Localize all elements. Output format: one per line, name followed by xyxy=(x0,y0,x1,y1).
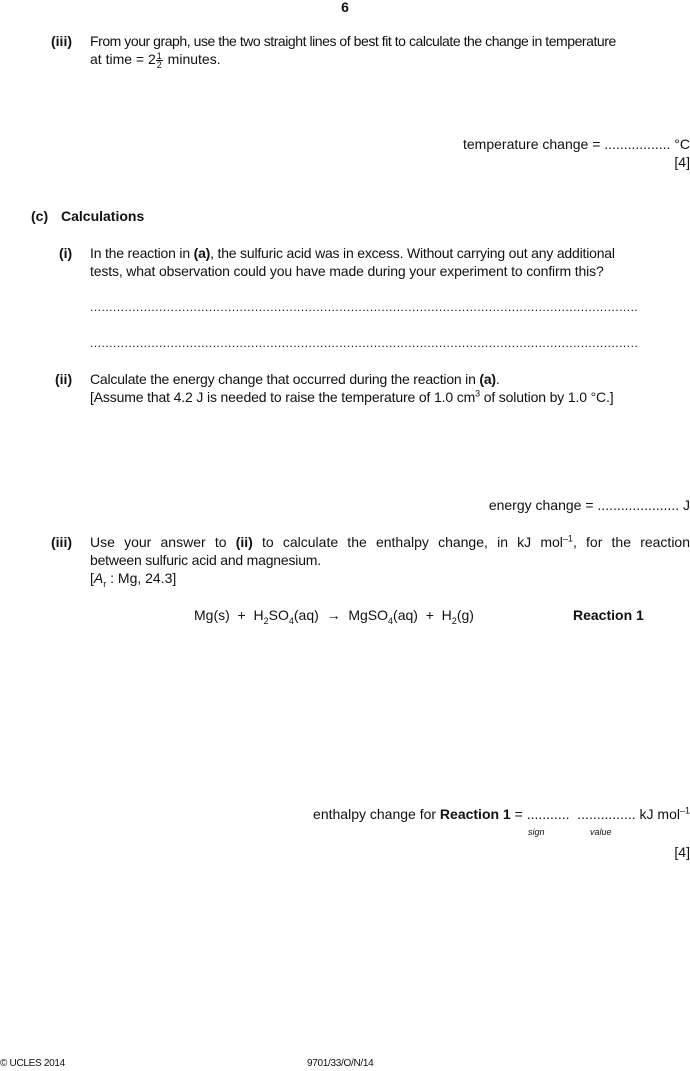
answer-label: temperature change = xyxy=(463,136,605,152)
subscript: 2 xyxy=(451,615,457,626)
question-text-part: . xyxy=(495,371,500,387)
question-text-part: [Assume that 4.2 J is needed to raise the temperature of 1.0 cm xyxy=(90,389,476,405)
value-dots[interactable]: ............... xyxy=(577,806,636,822)
question-text xyxy=(90,370,500,388)
question-label: (iii) xyxy=(51,33,72,49)
question-text xyxy=(90,244,690,262)
question-text xyxy=(90,533,690,551)
subscript-r: r xyxy=(103,578,107,589)
question-text-part: : Mg, 24.3] xyxy=(106,570,177,586)
answer-dots[interactable]: ..................... xyxy=(597,497,680,513)
answer-line-energy-change[interactable] xyxy=(489,496,690,514)
section-title: Calculations xyxy=(61,208,145,224)
answer-line-enthalpy-change[interactable] xyxy=(313,805,690,823)
question-label: (i) xyxy=(59,245,73,261)
part-reference: (a) xyxy=(479,371,496,387)
equation-part: SO xyxy=(268,607,289,623)
subscript: 4 xyxy=(288,615,294,626)
answer-line[interactable]: ............................................................................................................................................... xyxy=(90,336,639,350)
superscript: 3 xyxy=(475,388,480,399)
question-text: From your graph, use the two straight lines of best fit to calculate the change in temperature xyxy=(90,33,616,49)
question-text-part: to calculate the enthalpy change, in kJ mol xyxy=(252,534,563,550)
question-text-part: In the reaction in xyxy=(90,245,194,261)
question-text: between sulfuric acid and magnesium. xyxy=(90,552,321,568)
question-label: (iii) xyxy=(51,534,72,550)
sign-dots[interactable]: ........... xyxy=(526,806,570,822)
chemical-equation xyxy=(194,606,474,624)
reaction-label: Reaction 1 xyxy=(573,607,644,623)
equation-part: (aq) → MgSO xyxy=(293,607,389,623)
equation-part: Mg(s) + H xyxy=(194,607,264,623)
answer-label: = xyxy=(510,806,527,822)
equation-part: (aq) + H xyxy=(393,607,452,623)
question-text-part: Calculate the energy change that occurred during the reaction in xyxy=(90,371,480,387)
superscript: –1 xyxy=(562,533,573,544)
question-label: (ii) xyxy=(55,371,73,387)
answer-line-temperature-change[interactable] xyxy=(463,135,690,153)
answer-unit: °C xyxy=(670,136,690,152)
footer-paper-code: 9701/33/O/N/14 xyxy=(307,1058,374,1069)
question-text-part: , the sulfuric acid was in excess. Without carrying out any additional xyxy=(210,245,615,261)
answer-dots[interactable]: ................. xyxy=(604,136,671,152)
answer-unit: kJ mol xyxy=(635,806,680,822)
question-text xyxy=(90,388,613,406)
part-reference: (a) xyxy=(193,245,211,261)
subscript: 4 xyxy=(388,615,394,626)
relative-atomic-mass xyxy=(90,569,176,587)
equation-part: (g) xyxy=(456,607,474,623)
question-text xyxy=(90,50,221,69)
answer-label: enthalpy change for xyxy=(313,806,440,822)
marks: [4] xyxy=(674,844,690,860)
answer-line[interactable]: ............................................................................................................................................... xyxy=(90,300,639,314)
question-text: tests, what observation could you have made during your experiment to confirm this? xyxy=(90,263,604,279)
section-label: (c) xyxy=(31,208,49,224)
question-text-part: minutes. xyxy=(163,51,221,67)
answer-label: energy change = xyxy=(488,497,598,513)
bracket-open: [ xyxy=(90,570,94,586)
question-text-part: at time = 2 xyxy=(90,51,156,67)
answer-label-bold: Reaction 1 xyxy=(439,806,511,822)
page-number: 6 xyxy=(341,0,349,15)
answer-unit: J xyxy=(679,497,690,513)
question-text-part: of solution by 1.0 °C.] xyxy=(479,389,614,405)
fraction xyxy=(156,52,163,69)
question-text-part: , for the reaction xyxy=(572,534,690,550)
part-reference: (ii) xyxy=(235,534,253,550)
superscript: –1 xyxy=(679,805,690,816)
sign-caption: sign xyxy=(528,827,545,837)
fraction-numerator: 1 xyxy=(156,50,162,61)
subscript: 2 xyxy=(263,615,269,626)
question-text-part: Use your answer to xyxy=(90,534,236,550)
symbol-A: A xyxy=(93,570,104,586)
marks: [4] xyxy=(674,154,690,170)
fraction-denominator: 2 xyxy=(156,59,162,70)
footer-copyright: © UCLES 2014 xyxy=(0,1058,65,1069)
value-caption: value xyxy=(590,827,612,837)
